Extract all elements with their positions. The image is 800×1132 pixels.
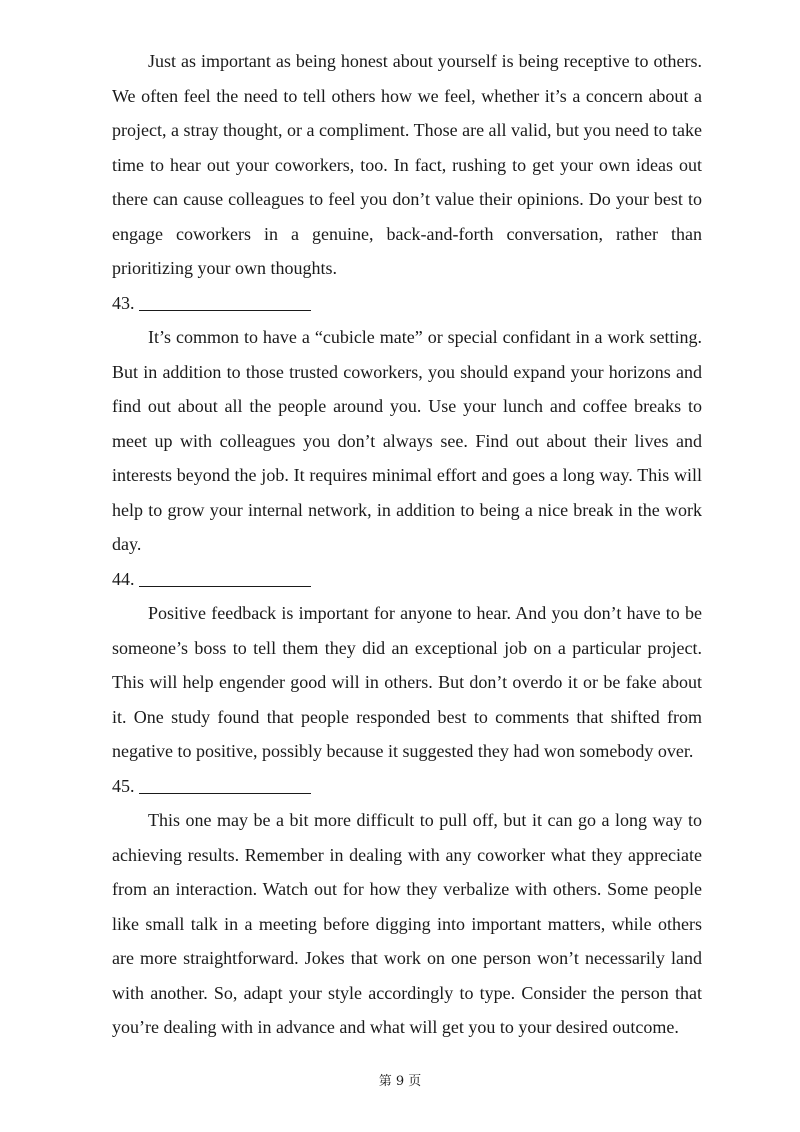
answer-blank-43[interactable] (139, 286, 311, 311)
paragraph-feedback: Positive feedback is important for anyone to hear. And you don’t have to be someone’s boss to tell them they did an exceptional job on a particular project. This will help engender good will in others. But don’t overdo it or be fake about it. One study found that people responded best to comments that shifted from negative to positive, possibly because it suggested they had won somebody over. (112, 603, 702, 761)
answer-blank-45[interactable] (139, 769, 311, 794)
question-45-blank (112, 769, 702, 804)
answer-blank-44[interactable] (139, 562, 311, 587)
page-number-footer: 第 9 页 (378, 1074, 422, 1089)
question-43-blank (112, 286, 702, 321)
question-number: 43. (112, 292, 135, 313)
question-number: 44. (112, 568, 135, 589)
question-44-blank (112, 562, 702, 597)
paragraph-adapt-style: This one may be a bit more difficult to pull off, but it can go a long way to achieving results. Remember in dealing with any coworker what they appreciate from an interaction. Watch out for how they verbalize with others. Some people like small talk in a meeting before digging into important matters, while others are more straightforward. Jokes that work on one person won’t necessarily land with another. So, adapt your style accordingly to type. Consider the person that you’re dealing with in advance and what will get you to your desired outcome. (112, 810, 702, 1037)
paragraph-receptive: Just as important as being honest about yourself is being receptive to others. We often feel the need to tell others how we feel, whether it’s a concern about a project, a stray thought, or a compliment. Those are all valid, but you need to take time to hear out your coworkers, too. In fact, rushing to get your own ideas out there can cause colleagues to feel you don’t value their opinions. Do your best to engage coworkers in a genuine, back-and-forth conversation, rather than prioritizing your own thoughts. (112, 51, 703, 278)
paragraph-network: It’s common to have a “cubicle mate” or special confidant in a work setting. But in addition to those trusted coworkers, you should expand your horizons and find out about all the people around you. Use your lunch and coffee breaks to meet up with colleagues you don’t always see. Find out about their lives and interests beyond the job. It requires minimal effort and goes a long way. This will help to grow your internal network, in addition to being a nice break in the work day. (112, 327, 702, 554)
question-number: 45. (112, 775, 135, 796)
